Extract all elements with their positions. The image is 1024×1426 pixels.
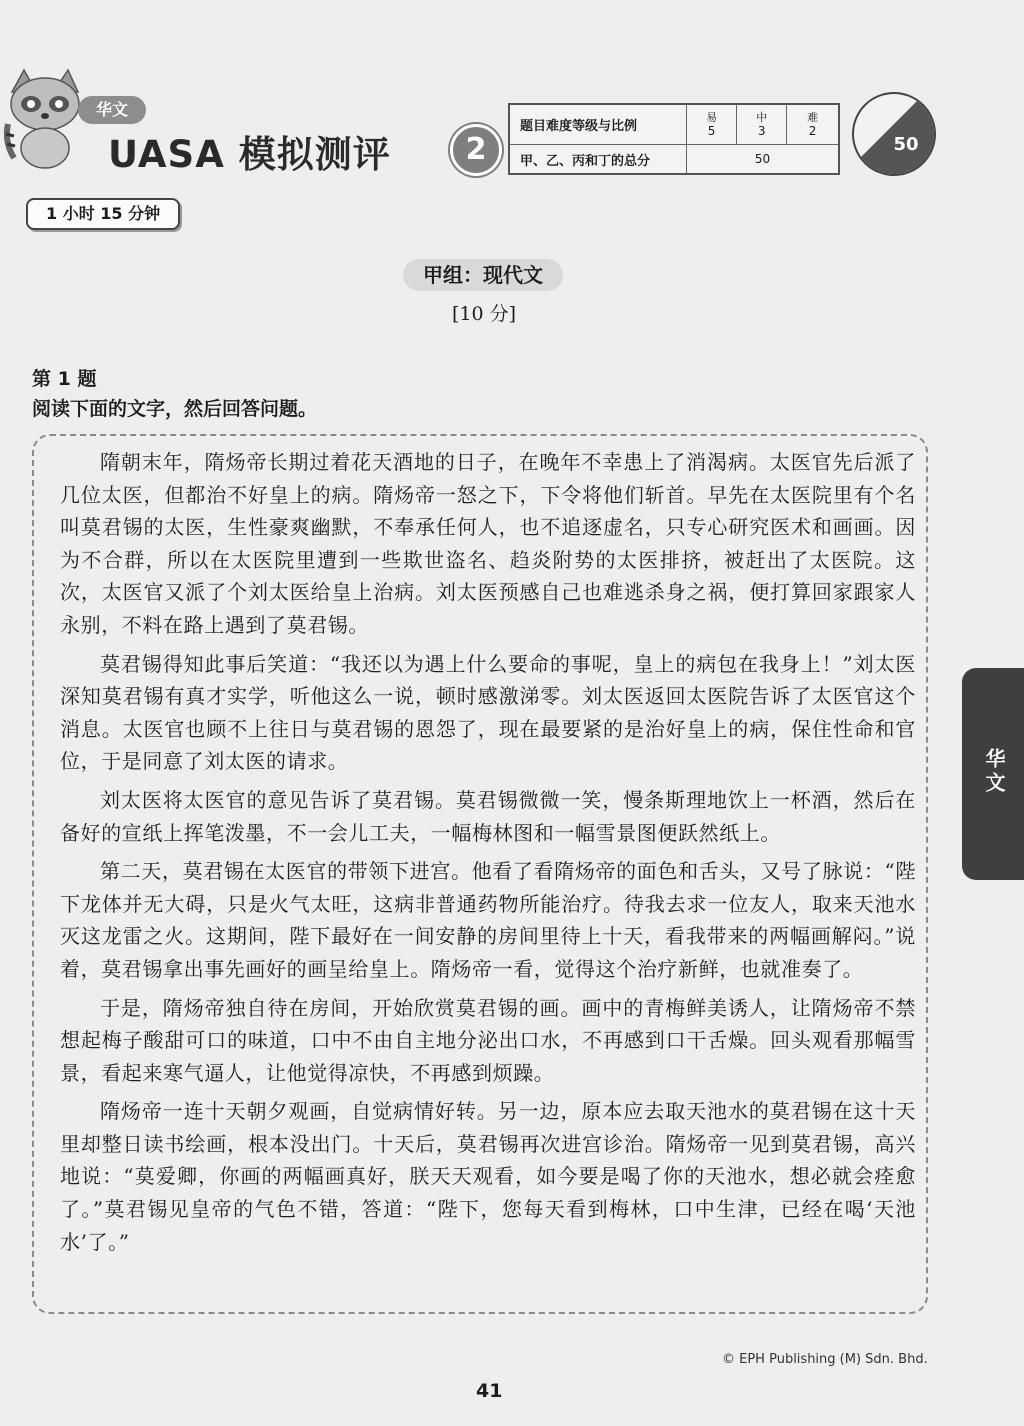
question-number: 第 1 题 [32, 368, 97, 390]
difficulty-table [508, 103, 840, 175]
test-title: UASA 模拟测评 [108, 133, 391, 176]
section-marks: [10 分] [451, 303, 517, 325]
difficulty-easy [687, 104, 737, 145]
duration-label: 1 小时 15 分钟 [26, 198, 180, 230]
side-tab-label: 华文 [982, 748, 1006, 796]
difficulty-medium [737, 104, 787, 145]
difficulty-level-label: 中 [756, 111, 768, 125]
difficulty-level-count: 3 [757, 124, 766, 139]
section-title: 甲组：现代文 [403, 259, 563, 291]
passage-paragraph: 莫君锡得知此事后笑道：“我还以为遇上什么要命的事呢，皇上的病包在我身上！”刘太医深知莫君锡有真才实学，听他这么一说，顿时感激涕零。刘太医返回太医院告诉了太医官这个消息。太医官也顾不上往日与莫君锡的恩怨了，现在最要紧的是治好皇上的病，保住性命和官位，于是同意了刘太医的请求。 [60, 651, 916, 774]
difficulty-level-count: 5 [707, 124, 716, 139]
subject-badge: 华文 [78, 96, 146, 124]
difficulty-level-label: 易 [706, 111, 718, 125]
passage-paragraph: 于是，隋炀帝独自待在房间，开始欣赏莫君锡的画。画中的青梅鲜美诱人，让隋炀帝不禁想起梅子酸甜可口的味道，口中不由自主地分泌出口水，不再感到口干舌燥。回头观看那幅雪景，看起来寒气逼人，让他觉得凉快，不再感到烦躁。 [60, 995, 916, 1085]
difficulty-hard [787, 104, 839, 145]
total-score-value: 50 [687, 145, 840, 174]
subject-side-tab [962, 668, 1024, 880]
total-score-label: 甲、乙、丙和丁的总分 [509, 145, 687, 174]
total-score-badge: 50 [893, 134, 919, 155]
difficulty-label: 题目难度等级与比例 [509, 104, 687, 145]
raccoon-mascot-icon [4, 62, 86, 172]
question-instruction: 阅读下面的文字，然后回答问题。 [32, 398, 318, 420]
difficulty-level-count: 2 [808, 124, 817, 139]
difficulty-level-label: 难 [807, 111, 819, 125]
passage-paragraph: 第二天，莫君锡在太医官的带领下进宫。他看了看隋炀帝的面色和舌头，又号了脉说：“陛下龙体并无大碍，只是火气太旺，这病非普通药物所能治疗。待我去求一位友人，取来天池水灭这龙雷之火。这期间，陛下最好在一间安静的房间里待上十天，看我带来的两幅画解闷。”说着，莫君锡拿出事先画好的画呈给皇上。隋炀帝一看，觉得这个治疗新鲜，也就准奏了。 [60, 859, 916, 981]
test-number-badge: 2 [450, 124, 502, 176]
copyright: © EPH Publishing (M) Sdn. Bhd. [722, 1352, 928, 1367]
reading-passage [60, 446, 916, 1264]
passage-paragraph: 隋朝末年，隋炀帝长期过着花天酒地的日子，在晚年不幸患上了消渴病。太医官先后派了几位太医，但都治不好皇上的病。隋炀帝一怒之下，下令将他们斩首。早先在太医院里有个名叫莫君锡的太医，生性豪爽幽默，不奉承任何人，也不追逐虚名，只专心研究医术和画画。因为不合群，所以在太医院里遭到一些欺世盗名、趋炎附势的太医排挤，被赶出了太医院。这次，太医官又派了个刘太医给皇上治病。刘太医预感自己也难逃杀身之祸，便打算回家跟家人永别，不料在路上遇到了莫君锡。 [60, 450, 916, 637]
page-number: 41 [476, 1380, 503, 1402]
passage-paragraph: 刘太医将太医官的意见告诉了莫君锡。莫君锡微微一笑，慢条斯理地饮上一杯酒，然后在备好的宣纸上挥笔泼墨，不一会儿工夫，一幅梅林图和一幅雪景图便跃然纸上。 [60, 787, 916, 845]
passage-paragraph: 隋炀帝一连十天朝夕观画，自觉病情好转。另一边，原本应去取天池水的莫君锡在这十天里却整日读书绘画，根本没出门。十天后，莫君锡再次进宫诊治。隋炀帝一见到莫君锡，高兴地说：“莫爱卿，你画的两幅画真好，朕天天观看，如今要是喝了你的天池水，想必就会痊愈了。”莫君锡见皇帝的气色不错，答道：“陛下，您每天看到梅林，口中生津，已经在喝‘天池水’了。” [60, 1099, 916, 1254]
